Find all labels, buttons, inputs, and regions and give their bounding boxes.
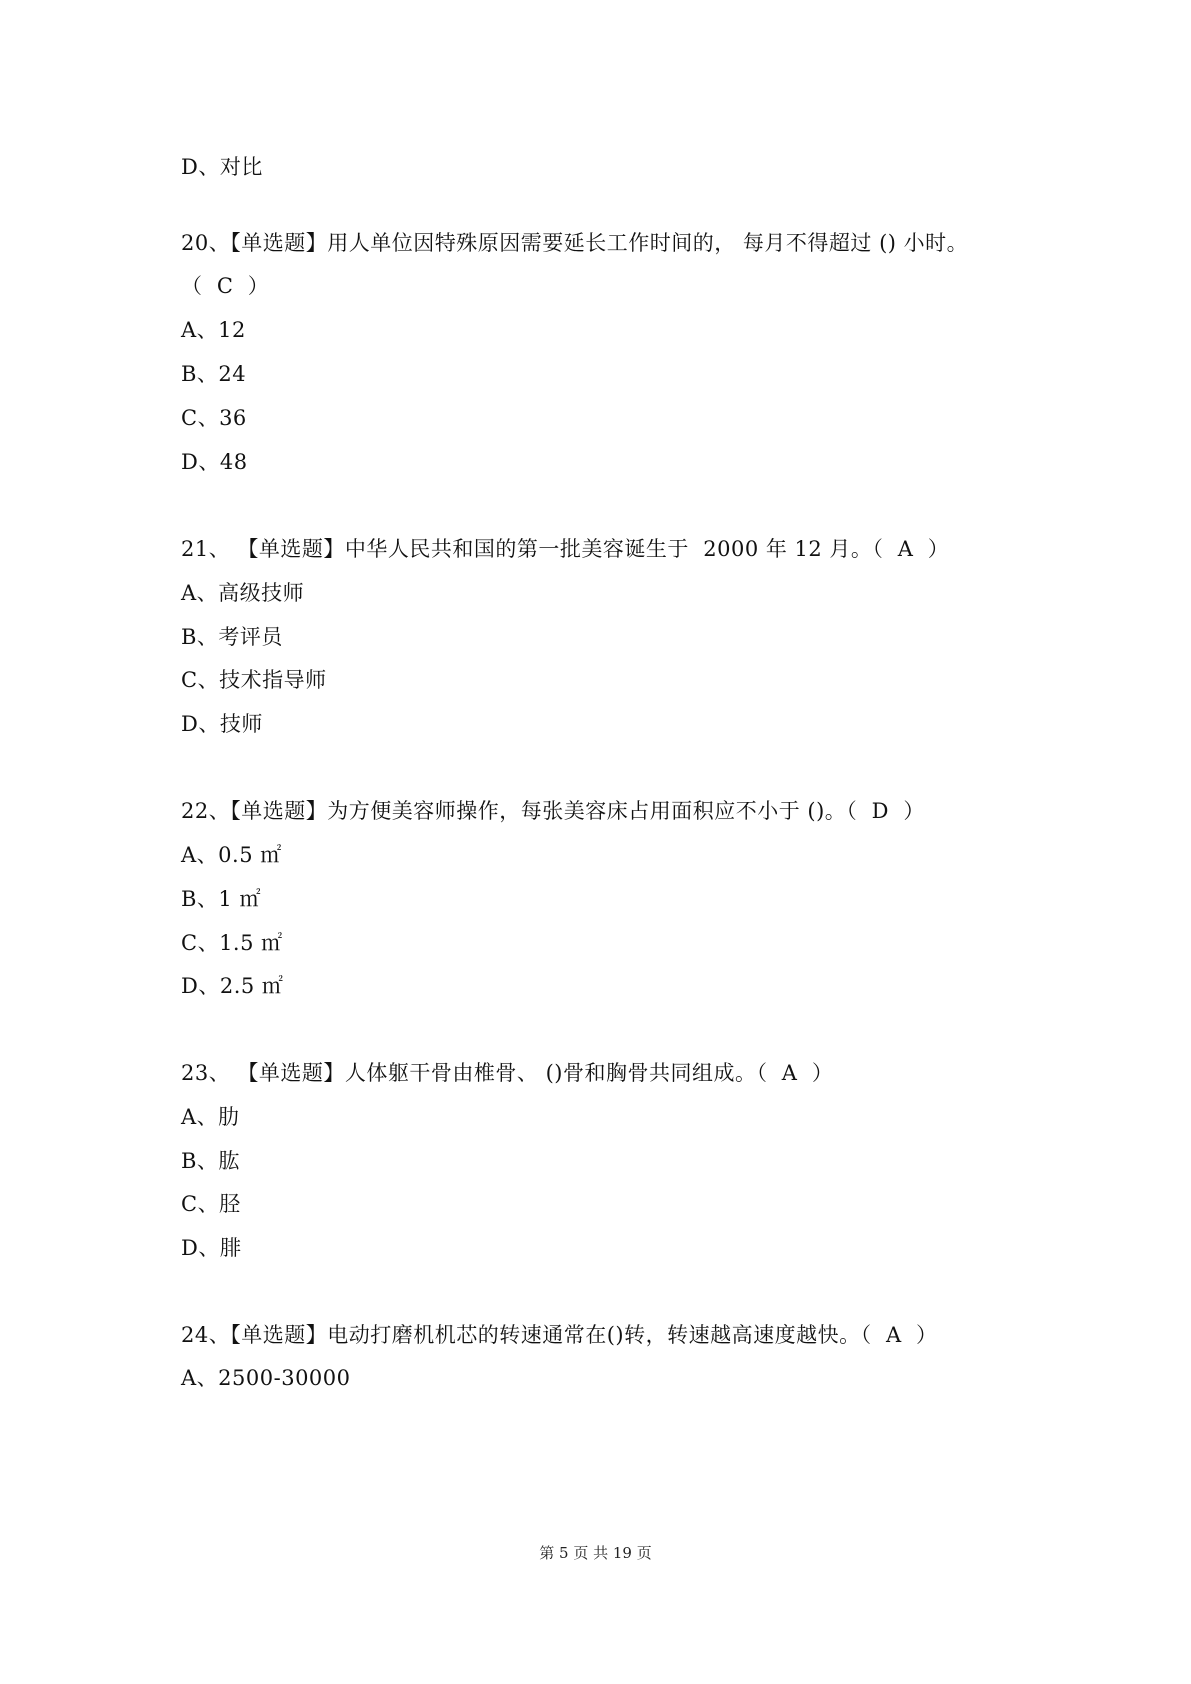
option-line: B、1 ㎡ bbox=[181, 887, 261, 911]
question-line: 23、 【单选题】人体躯干骨由椎骨、 ()骨和胸骨共同组成。（ A ） bbox=[181, 1061, 834, 1085]
option-line: D、对比 bbox=[181, 155, 263, 179]
option-line: C、技术指导师 bbox=[181, 668, 327, 692]
question-line: 21、 【单选题】中华人民共和国的第一批美容诞生于 2000 年 12 月。（ A ） bbox=[181, 537, 950, 561]
option-line: B、考评员 bbox=[181, 625, 283, 649]
question-line: 20、【单选题】用人单位因特殊原因需要延长工作时间的， 每月不得超过 () 小时。 bbox=[181, 231, 969, 255]
option-line: B、24 bbox=[181, 362, 247, 386]
option-line: B、肱 bbox=[181, 1149, 240, 1173]
option-line: C、胫 bbox=[181, 1192, 241, 1216]
option-line: A、肋 bbox=[181, 1105, 240, 1129]
option-line: D、技师 bbox=[181, 712, 263, 736]
option-line: A、12 bbox=[181, 318, 246, 342]
question-line: 22、【单选题】为方便美容师操作，每张美容床占用面积应不小于 ()。（ D ） bbox=[181, 799, 925, 823]
option-line: A、0.5 ㎡ bbox=[181, 843, 282, 867]
page-footer: 第 5 页 共 19 页 bbox=[539, 1544, 652, 1562]
answer-line: （ C ） bbox=[181, 274, 270, 298]
option-line: C、36 bbox=[181, 406, 247, 430]
option-line: D、腓 bbox=[181, 1236, 242, 1260]
option-line: A、2500-30000 bbox=[181, 1366, 351, 1390]
option-line: D、2.5 ㎡ bbox=[181, 974, 284, 998]
option-line: D、48 bbox=[181, 450, 248, 474]
option-line: C、1.5 ㎡ bbox=[181, 931, 283, 955]
option-line: A、高级技师 bbox=[181, 581, 305, 605]
question-line: 24、【单选题】电动打磨机机芯的转速通常在()转，转速越高速度越快。（ A ） bbox=[181, 1323, 938, 1347]
